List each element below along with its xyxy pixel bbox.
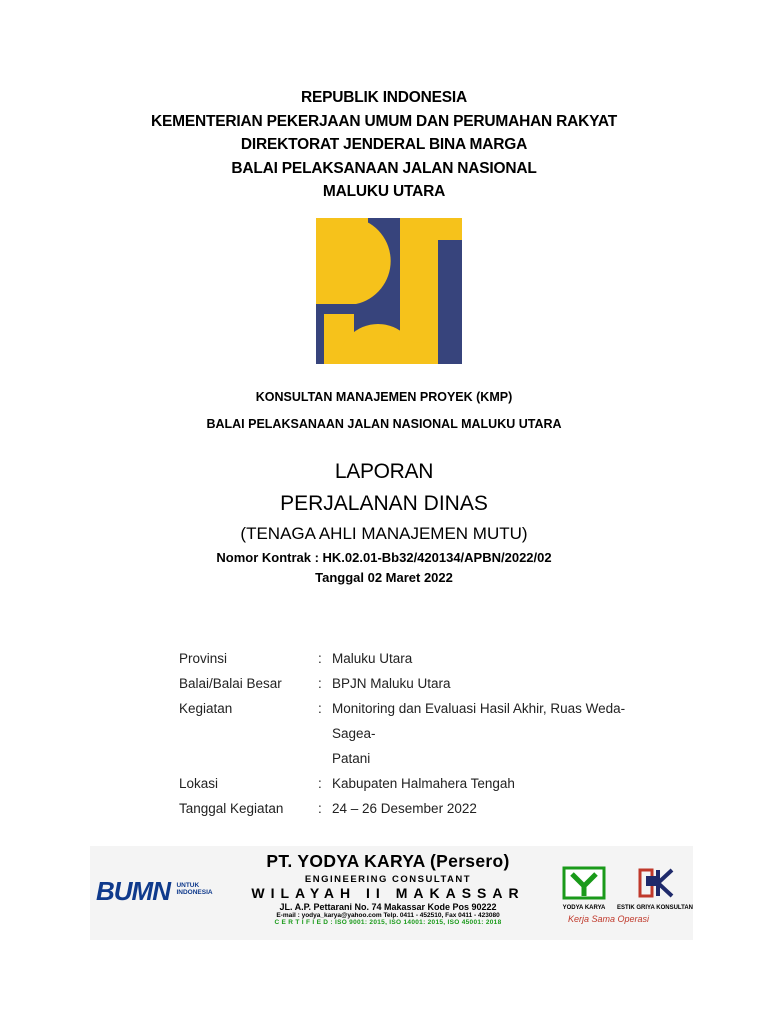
- kso-label: Kerja Sama Operasi: [568, 914, 650, 924]
- estik-logo: [617, 866, 694, 911]
- company-contact: E-mail : yodya_karya@yahoo.com Telp. 0411 - 452510, Fax 0411 - 423080: [276, 912, 500, 919]
- detail-row: [179, 771, 652, 796]
- detail-row: [179, 796, 652, 821]
- bumn-logo: [96, 876, 213, 907]
- detail-label: Kegiatan: [179, 701, 233, 716]
- detail-colon: :: [318, 801, 322, 816]
- company-region: WILAYAH II MAKASSAR: [251, 885, 525, 901]
- company-block: [238, 851, 538, 926]
- yodya-icon: [562, 866, 606, 900]
- detail-label: Lokasi: [179, 776, 219, 791]
- detail-row: [179, 671, 652, 696]
- detail-row: [179, 696, 652, 746]
- detail-colon: :: [318, 701, 322, 716]
- report-date: Tanggal 02 Maret 2022: [315, 570, 453, 585]
- bumn-wordmark: BUMN: [96, 876, 170, 906]
- detail-label: Provinsi: [179, 651, 228, 666]
- detail-value: Kabupaten Halmahera Tengah: [332, 776, 515, 791]
- kmp-line-2: BALAI PELAKSANAAN JALAN NASIONAL MALUKU UTARA: [206, 417, 562, 431]
- yodya-label: YODYA KARYA: [562, 905, 606, 911]
- company-certified: C E R T I F I E D : ISO 9001: 2015, ISO 14001: 2015, ISO 45001: 2018: [274, 919, 502, 926]
- ministry-header: [0, 86, 768, 204]
- estik-icon: [636, 866, 680, 900]
- company-name: PT. YODYA KARYA (Persero): [266, 851, 510, 871]
- header-line-2: KEMENTERIAN PEKERJAAN UMUM DAN PERUMAHAN RAKYAT: [151, 112, 617, 130]
- bumn-tag-2: INDONESIA: [176, 889, 213, 896]
- detail-row: [179, 646, 652, 671]
- report-title: LAPORAN: [334, 460, 434, 483]
- bumn-tag-1: UNTUK: [176, 882, 200, 889]
- detail-value: Monitoring dan Evaluasi Hasil Akhir, Ruas Weda-Sagea-: [332, 701, 626, 741]
- detail-value: 24 – 26 Desember 2022: [332, 801, 477, 816]
- header-line-5: MALUKU UTARA: [322, 183, 446, 200]
- company-sub: ENGINEERING CONSULTANT: [304, 874, 472, 885]
- report-subtitle: PERJALANAN DINAS: [280, 492, 488, 515]
- detail-row-continuation: [179, 746, 652, 771]
- yodya-karya-logo: [552, 866, 616, 911]
- header-line-4: BALAI PELAKSANAAN JALAN NASIONAL: [231, 159, 537, 177]
- detail-value: Patani: [332, 751, 371, 766]
- header-line-1: REPUBLIK INDONESIA: [300, 89, 468, 106]
- detail-colon: :: [318, 776, 322, 791]
- estik-label: ESTIK GRIYA KONSULTAN: [617, 905, 694, 911]
- detail-colon: :: [318, 676, 322, 691]
- consultant-footer: [90, 846, 693, 940]
- detail-value: BPJN Maluku Utara: [332, 676, 451, 691]
- detail-value: Maluku Utara: [332, 651, 413, 666]
- contract-number: Nomor Kontrak : HK.02.01-Bb32/420134/APBN/2022/02: [216, 550, 552, 565]
- header-line-3: DIREKTORAT JENDERAL BINA MARGA: [240, 136, 528, 153]
- company-address: JL. A.P. Pettarani No. 74 Makassar Kode Pos 90222: [279, 902, 497, 912]
- detail-label: Tanggal Kegiatan: [179, 801, 284, 816]
- report-role: (TENAGA AHLI MANAJEMEN MUTU): [240, 524, 528, 543]
- detail-colon: :: [318, 651, 322, 666]
- activity-details: [179, 646, 652, 821]
- kmp-line-1: KONSULTAN MANAJEMEN PROYEK (KMP): [255, 390, 513, 404]
- detail-label: Balai/Balai Besar: [179, 676, 282, 691]
- pupr-logo: [316, 218, 462, 364]
